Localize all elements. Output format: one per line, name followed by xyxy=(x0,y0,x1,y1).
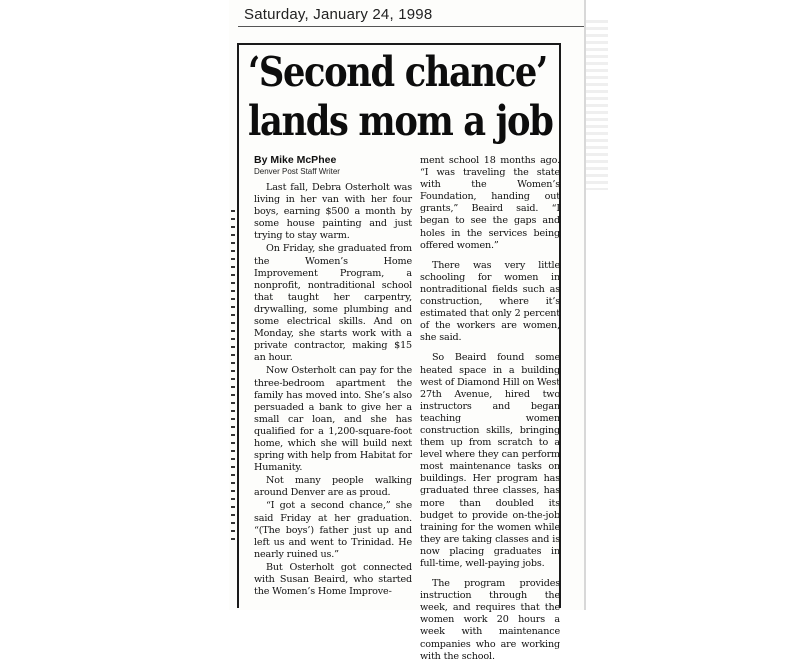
paragraph: “I got a second chance,” she said Friday at her graduation. “(The boys’) father just up and left us and went to Trinidad. He nearly ruined us.” xyxy=(254,500,412,560)
paragraph: Not many people walking around Denver are as proud. xyxy=(254,475,412,499)
dateline-rule xyxy=(238,26,584,27)
paragraph: The program provides instruction through the week, and requires that the women work 20 hours a week with maintenance companies who are working with the school. xyxy=(420,578,560,662)
paragraph: There was very little schooling for women in nontraditional fields such as construction, where it’s estimated that only 2 percent of the workers are women, she said. xyxy=(420,259,560,344)
article-column-left xyxy=(254,182,412,598)
headline-line-1: ‘Second chance’ xyxy=(248,48,547,96)
dateline: Saturday, January 24, 1998 xyxy=(244,6,433,23)
margin-tick-marks xyxy=(231,210,235,540)
paragraph: ment school 18 months ago. “I was traveling the state with the Women’s Foundation, handing out grants,” Beaird said. “I began to see the gaps and holes in the services being offered women.” xyxy=(420,155,560,251)
paragraph: Now Osterholt can pay for the three-bedroom apartment the family has moved into. She’s also persuaded a bank to give her a small car loan, and she has qualified for a 1,200-square-foot home, which she will build next spring with help from Habitat for Humanity. xyxy=(254,365,412,474)
bleed-through-texture xyxy=(586,20,608,190)
paragraph: Last fall, Debra Osterholt was living in her van with her four boys, earning $500 a month by some house painting and just trying to stay warm. xyxy=(254,182,412,242)
paragraph: So Beaird found some heated space in a building west of Diamond Hill on West 27th Avenue, hired two instructors and began teaching women construction skills, bringing them up from scratch to a level where they can perform most maintenance tasks on buildings. Her program has graduated three classes, has more than doubled its budget to provide on-the-job training for the women while they are taking classes and is now placing graduates in full-time, well-paying jobs. xyxy=(420,352,560,569)
paragraph: But Osterholt got connected with Susan Beaird, who started the Women’s Home Improve- xyxy=(254,561,412,598)
headline-line-2: lands mom a job xyxy=(248,97,553,145)
headline xyxy=(248,48,553,146)
paragraph: On Friday, she graduated from the Women’s Home Improvement Program, a nonprofit, nontraditional school that taught her carpentry, drywalling, some plumbing and some electrical skills. And on Monday, she starts work with a private contractor, making $15 an hour. xyxy=(254,243,412,364)
byline-credit: Denver Post Staff Writer xyxy=(254,167,340,176)
article-column-right xyxy=(420,155,560,663)
byline: By Mike McPhee xyxy=(254,154,337,166)
